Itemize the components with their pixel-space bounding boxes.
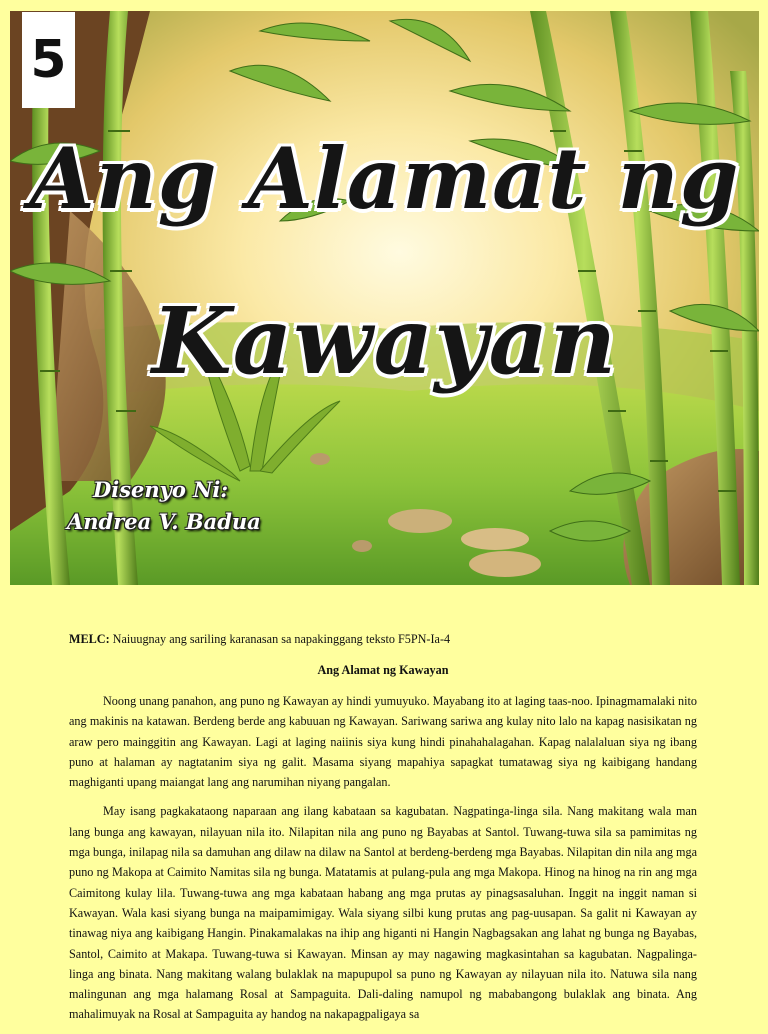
grade-badge <box>22 12 75 108</box>
credit-name: Andrea V. Badua <box>67 509 261 534</box>
story-paragraph-2: May isang pagkakataong naparaan ang ilang kabataan sa kagubatan. Nagpatinga-linga sila. Nang makitang wala man lang bunga ang kawayan, nilayuan nila ito. Nilapitan nila ang puno ng Bayabas at Santol. Tuwang-tuwa sila sa pamimitas ng mga bunga, inilapag nila sa damuhan ang dilaw na dilaw na Santol at berdeng-berdeng mga Bayabas. Nilapitan din nila ang mga puno ng Makopa at Caimito Namitas sila ng bunga. Matatamis at pulang-pula ang mga Makopa. Hinog na hinog na rin ang mga Caimitong kulay lila. Tuwang-tuwa ang mga kabataan habang ang mga prutas ay pinagsasaluhan. Inggit na inggit naman si Kawayan. Wala kasi siyang bunga na maipamimigay. Wala siyang silbi kung prutas ang pag-uusapan. Sa galit ni Kawayan ay tinawag niya ang kaibigang Hangin. Pinakamalakas na ihip ang higanti ni Hangin Nagbagsakan ang lahat ng bunga ng Bayabas, Santol, Caimito at Makapa. Tuwang-tuwa si Kawayan. Minsan ay may nagawing magkasintahan sa kagubatan. Nagpalinga-linga ang binata. Nang makitang walang bulaklak na mapupupol sa puno ng Kawayan ay nilayuan nila ito. Natuwa sila nang malingunan ang mga halamang Rosal at Sampaguita. Dali-daling namupol ng mababangong bulaklak ang binata. Ang mahalimuyak na Rosal at Sampaguita ay handog na nakapagpaligaya sa <box>69 804 697 1022</box>
cover-title-line-2: Kawayan <box>151 287 618 395</box>
grade-number: 5 <box>30 30 67 90</box>
credit-label: Disenyo Ni: <box>93 477 229 502</box>
story-paragraph-1: Noong unang panahon, ang puno ng Kawayan ay hindi yumuyuko. Mayabang ito at laging taas-noo. Ipinagmamalaki nito ang makinis na katawan. Berdeng berde ang kabuuan ng Kawayan. Sariwang sariwa ang kulay nito lalo na kapag nasisikatan ng araw pero mainggitin ang Kawayan. Lagi at laging naiinis siya kung hindi pinahahalagahan. Kapag nalalaluan siya ng ibang puno at halaman ay nagtatanim siya ng galit. Masama siyang mapahiya sapagkat tumatawag siya ng kaibigang handang maghiganti upang maiangat lang ang narumihan niyang pangalan. <box>69 694 698 790</box>
document-body <box>69 631 697 1034</box>
cover-title-line-1: Ang Alamat ng <box>29 129 740 228</box>
melc-label: MELC: <box>69 632 110 646</box>
melc-line <box>69 631 697 648</box>
cover-illustration <box>10 11 759 585</box>
story-title: Ang Alamat ng Kawayan <box>317 663 449 677</box>
melc-text: Naiuugnay ang sariling karanasan sa napakinggang teksto F5PN-Ia-4 <box>109 632 451 646</box>
